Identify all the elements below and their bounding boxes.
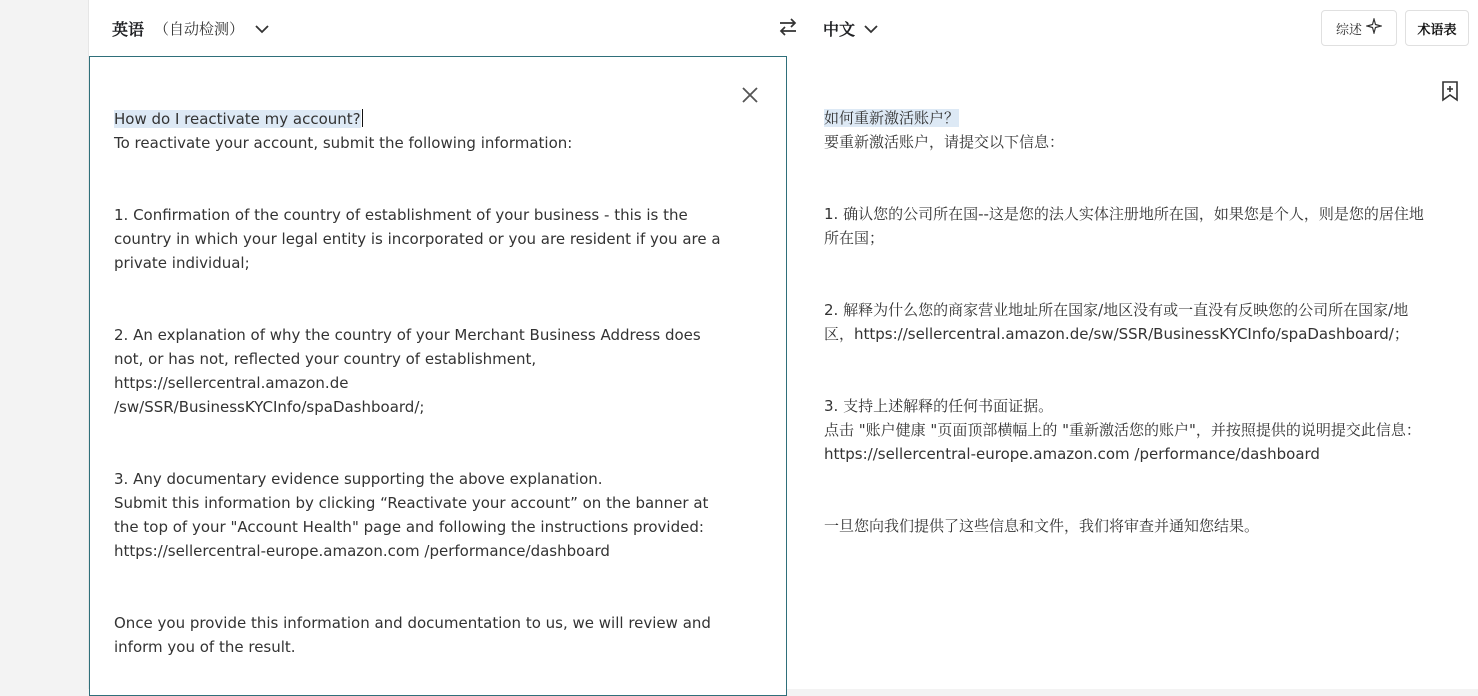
translator-card	[88, 0, 1478, 689]
chevron-down-icon[interactable]	[254, 21, 270, 37]
target-text	[824, 106, 1434, 538]
target-submit: 点击 "账户健康 "页面顶部横幅上的 "重新激活您的账户"，并按照提供的说明提交此信息： https://sellercentral-europe.amazon.com /performance/dashboard	[824, 421, 1426, 463]
summary-label: 综述	[1335, 22, 1362, 38]
chevron-down-icon[interactable]	[863, 21, 879, 37]
source-text-pane[interactable]	[89, 56, 787, 696]
source-text[interactable]	[114, 107, 734, 659]
close-icon[interactable]	[740, 85, 760, 105]
text-cursor	[362, 109, 363, 127]
source-language-selector[interactable]	[112, 17, 270, 40]
source-submit: Submit this information by clicking “Reactivate your account” on the banner at the top of your "Account Health" page and following the instructions provided:	[114, 494, 714, 536]
language-bar	[89, 0, 1478, 57]
sparkle-icon	[1362, 18, 1382, 38]
source-language-label: 英语	[112, 20, 145, 39]
target-intro: 要重新激活账户，请提交以下信息：	[824, 133, 1065, 151]
glossary-label: 术语表	[1417, 22, 1457, 38]
source-link: https://sellercentral-europe.amazon.com /performance/dashboard	[114, 542, 610, 560]
target-item-2: 2. 解释为什么您的商家营业地址所在国家/地区没有或一直没有反映您的公司所在国家/地区，https://sellercentral.amazon.de/sw/SSR/BusinessKYCInfo/spaDashboard/；	[824, 301, 1409, 343]
source-item-2a: 2. An explanation of why the country of your Merchant Business Address does not, or has not, reflected your country of establishment, https://sellercentral.amazon.de	[114, 326, 706, 392]
target-item-3: 3. 支持上述解释的任何书面证据。	[824, 397, 1054, 415]
target-title: 如何重新激活账户？	[824, 109, 960, 127]
summary-button[interactable]	[1321, 10, 1397, 46]
target-language-selector[interactable]	[823, 17, 879, 40]
target-closing: 一旦您向我们提供了这些信息和文件，我们将审查并通知您结果。	[824, 517, 1260, 535]
source-closing: Once you provide this information and documentation to us, we will review and inform you of the result.	[114, 614, 716, 656]
target-item-1: 1. 确认您的公司所在国--这是您的法人实体注册地所在国，如果您是个人，则是您的居住地所在国；	[824, 205, 1424, 247]
auto-detect-label: （自动检测）	[154, 20, 245, 38]
bookmark-add-icon[interactable]	[1440, 80, 1460, 102]
source-intro: To reactivate your account, submit the following information:	[114, 134, 573, 152]
target-language-label: 中文	[823, 20, 856, 39]
source-item-1: 1. Confirmation of the country of establishment of your business - this is the country in which your legal entity is incorporated or you are resident if you are a private individual;	[114, 206, 726, 272]
source-item-2b: /sw/SSR/BusinessKYCInfo/spaDashboard/;	[114, 398, 425, 416]
source-item-3: 3. Any documentary evidence supporting the above explanation.	[114, 470, 603, 488]
glossary-button[interactable]	[1405, 10, 1469, 46]
source-title: How do I reactivate my account?	[114, 110, 361, 128]
swap-languages-icon[interactable]	[777, 16, 799, 38]
target-text-pane	[787, 56, 1478, 689]
